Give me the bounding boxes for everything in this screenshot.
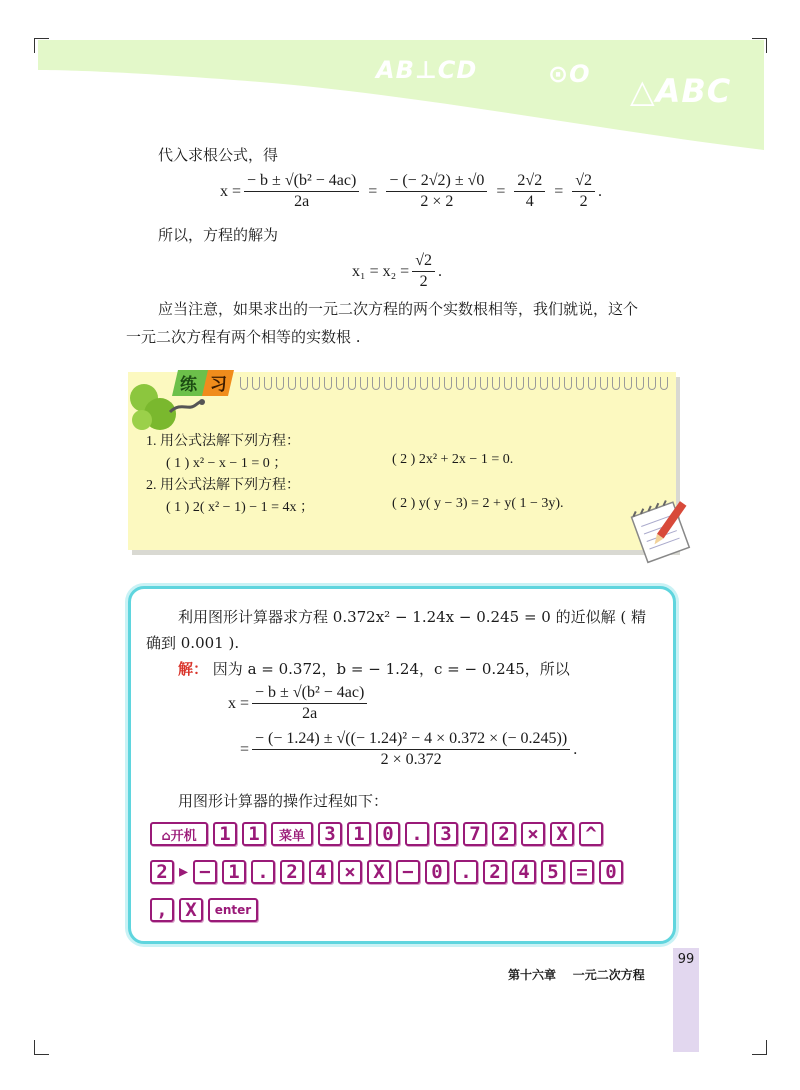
calculator-key-2-7: 4 [309, 860, 333, 884]
exercise-1-part2: ( 2 ) 2x² + 2x − 1 = 0. [392, 452, 514, 467]
calc-eq-a-fraction [252, 684, 367, 723]
calc-eq-b-lhs: = [240, 740, 250, 758]
notebook-ring [480, 377, 488, 390]
calculator-key-2-8: × [338, 860, 362, 884]
calculator-key-1-9: 3 [434, 822, 458, 846]
notebook-ring [552, 377, 560, 390]
calculator-key-2-12: . [454, 860, 478, 884]
calculator-key-2-2: ▸ [179, 861, 189, 882]
calculator-key-3-3: enter [208, 898, 258, 922]
calculator-key-1-6: 1 [347, 822, 371, 846]
notebook-ring [540, 377, 548, 390]
notebook-ring [252, 377, 260, 390]
calculator-key-2-6: 2 [280, 860, 304, 884]
notebook-ring [396, 377, 404, 390]
calculator-key-1-7: 0 [376, 822, 400, 846]
banner-decoration-perpendicular: AB⊥CD [376, 56, 478, 84]
exercise-2-part1: ( 1 ) 2( x² − 1) − 1 = 4x ； [166, 500, 315, 515]
calculator-key-2-1: 2 [150, 860, 174, 884]
notebook-ring [576, 377, 584, 390]
calculator-key-1-14: ^ [579, 822, 603, 846]
eq2-end: . [437, 262, 442, 280]
notebook-ring [276, 377, 284, 390]
calc-eq-a-numerator: − b ± √(b² − 4ac) [252, 684, 367, 704]
calculator-key-1-11: 2 [492, 822, 516, 846]
notebook-ring [636, 377, 644, 390]
calculator-key-2-14: 4 [512, 860, 536, 884]
calculator-key-1-4: 菜单 [271, 822, 313, 846]
solution-line [178, 658, 570, 679]
equation-root-formula: x = $\frac{\text{− b ± √(b² − 4ac)}}{2a}$ = $\frac{- (- 2√2) \pm √0}{2 \times 2}$ = $\frac{2√2}{4}$ = $\frac{√2}{2}$ . [220, 172, 602, 210]
chapter-title: 第十六章 一元二次方程 [508, 968, 645, 982]
notebook-ring [300, 377, 308, 390]
exercise-badge-right: 习 [210, 375, 227, 395]
eq1-f4-numerator: √2 [572, 172, 595, 192]
exercise-2-label: 2. 用公式法解下列方程： [146, 478, 300, 493]
crop-mark-bottom-left [34, 1040, 49, 1055]
banner-decoration-circle: ⊙O [548, 60, 591, 88]
calc-process-text: 用图形计算器的操作过程如下： [178, 792, 389, 810]
notebook-ring [612, 377, 620, 390]
calculator-key-3-1: , [150, 898, 174, 922]
paragraph-equal-roots-line1: 应当注意，如果求出的一元二次方程的两个实数根相等，我们就说，这个 [158, 300, 639, 318]
eq1-f2-denominator: 2 × 2 [420, 193, 454, 210]
banner-decoration-triangle: △ABC [630, 72, 732, 110]
calculator-key-1-3: 1 [242, 822, 266, 846]
eq1-fraction-general [244, 172, 359, 211]
notepad-pencil-icon [626, 498, 696, 564]
paragraph-equal-roots-line2: 一元二次方程有两个相等的实数根 . [126, 328, 361, 346]
calc-eq-b-fraction [252, 730, 570, 769]
exercise-2-part2: ( 2 ) y( y − 3) = 2 + y( 1 − 3y). [392, 496, 564, 511]
calc-intro-line1: 利用图形计算器求方程 0.372x² − 1.24x − 0.245 = 0 的近似解 ( 精 [178, 608, 646, 626]
calculator-key-1-2: 1 [213, 822, 237, 846]
calculator-key-1-13: X [550, 822, 574, 846]
notebook-ring [444, 377, 452, 390]
notebook-ring [432, 377, 440, 390]
notebook-ring [324, 377, 332, 390]
notebook-ring [468, 377, 476, 390]
notebook-ring [348, 377, 356, 390]
calculator-key-1-12: × [521, 822, 545, 846]
calc-eq-b-end: . [573, 740, 578, 758]
calculator-key-2-11: 0 [425, 860, 449, 884]
notebook-ring [648, 377, 656, 390]
equation-solutions [352, 252, 442, 291]
text-substitute-formula: 代入求根公式，得 [158, 146, 279, 164]
notebook-ring [384, 377, 392, 390]
calculator-key-3-2: X [179, 898, 203, 922]
calc-equation-b [240, 730, 577, 769]
solution-text: 因为 a = 0.372，b = − 1.24，c = − 0.245，所以 [212, 660, 570, 678]
calculator-key-1-5: 3 [318, 822, 342, 846]
notebook-ring [420, 377, 428, 390]
eq1-lhs: x = [220, 182, 242, 200]
eq1-f1-denominator: 2a [294, 193, 310, 210]
calculator-key-2-9: X [367, 860, 391, 884]
calculator-key-2-13: 2 [483, 860, 507, 884]
exercise-1-part1: ( 1 ) x² − x − 1 = 0 ； [166, 456, 288, 471]
eq1-f2-numerator: − (− 2√2) ± √0 [386, 172, 487, 192]
calculator-key-2-4: 1 [222, 860, 246, 884]
exercise-1-label: 1. 用公式法解下列方程： [146, 434, 300, 449]
calculator-key-2-10: − [396, 860, 420, 884]
eq1-fraction-final [572, 172, 595, 211]
calculator-key-1-10: 7 [463, 822, 487, 846]
eq2-fraction [412, 252, 435, 291]
notebook-ring [660, 377, 668, 390]
calculator-key-2-16: = [570, 860, 594, 884]
notebook-ring [588, 377, 596, 390]
crop-mark-bottom-right [752, 1040, 767, 1055]
notebook-ring [360, 377, 368, 390]
eq1-end: . [598, 182, 602, 200]
notebook-ring [456, 377, 464, 390]
calculator-key-2-3: − [193, 860, 217, 884]
calculator-key-1-8: . [405, 822, 429, 846]
calc-eq-b-denominator: 2 × 0.372 [380, 751, 442, 768]
notebook-ring [516, 377, 524, 390]
eq1-fraction-substituted [386, 172, 487, 211]
eq1-f3-numerator: 2√2 [514, 172, 545, 192]
notebook-ring [408, 377, 416, 390]
calc-eq-a-lhs: x = [228, 694, 250, 712]
notebook-ring [288, 377, 296, 390]
calc-intro-line2: 确到 0.001 ). [146, 634, 240, 652]
notebook-ring [372, 377, 380, 390]
calc-eq-a-denominator: 2a [302, 705, 318, 722]
notebook-ring [624, 377, 632, 390]
notebook-ring [312, 377, 320, 390]
solution-label: 解： [178, 660, 209, 678]
notebook-ring [528, 377, 536, 390]
calculator-key-2-5: . [251, 860, 275, 884]
notebook-ring [264, 377, 272, 390]
exercise-badge-left: 练 [180, 375, 197, 395]
notebook-ring [504, 377, 512, 390]
notebook-ring [492, 377, 500, 390]
calculator-key-2-15: 5 [541, 860, 565, 884]
notebook-ring [600, 377, 608, 390]
eq1-fraction-simplified [514, 172, 545, 211]
eq2-numerator: √2 [412, 252, 435, 272]
calculator-key-2-17: 0 [599, 860, 623, 884]
eq1-f3-denominator: 4 [525, 193, 534, 210]
calc-equation-a [228, 684, 370, 723]
eq1-f4-denominator: 2 [579, 193, 588, 210]
calc-eq-b-numerator: − (− 1.24) ± √((− 1.24)² − 4 × 0.372 × (− 0.245)) [252, 730, 570, 750]
eq2-lhs: x₁ = x₂ = [352, 262, 410, 280]
calculator-key-1-1: ⌂开机 [150, 822, 208, 846]
notebook-ring [336, 377, 344, 390]
notebook-ring [564, 377, 572, 390]
page-number: 99 [677, 952, 695, 967]
text-solutions-are: 所以，方程的解为 [158, 226, 279, 244]
eq1-f1-numerator: − b ± √(b² − 4ac) [244, 172, 359, 192]
eq2-denominator: 2 [419, 273, 428, 290]
